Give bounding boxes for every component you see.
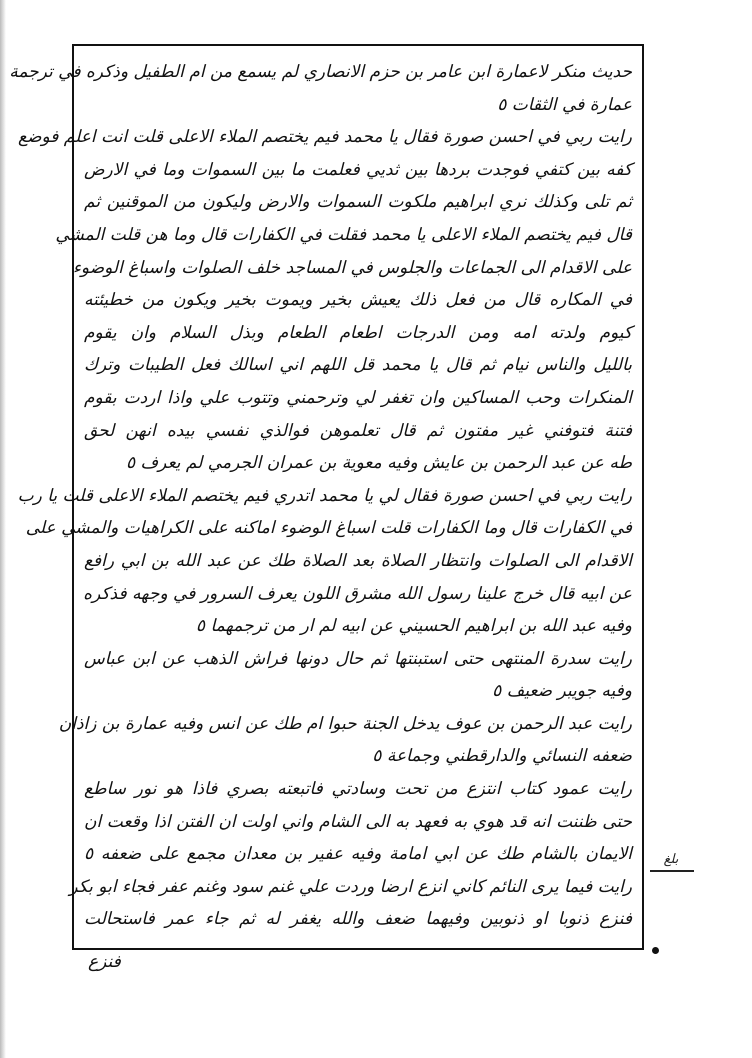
text-line-12: فتنة فتوفني غير مفتون ثم قال تعلموهن فوالذي نفسي بيده انهن لحق xyxy=(84,420,632,441)
ink-dot xyxy=(652,947,659,954)
text-line-4: كفه بين كتفي فوجدت بردها بين ثديي فعلمت ما بين السموات وما في الارض xyxy=(84,159,632,180)
page-edge-shadow xyxy=(0,0,6,1058)
text-line-20: وفيه جويبر ضعيف ٥ xyxy=(492,681,632,702)
text-line-9: كيوم ولدته امه ومن الدرجات اطعام الطعام وبذل السلام وان يقوم xyxy=(84,322,632,343)
manuscript-text-block xyxy=(9,56,632,936)
text-line-15: في الكفارات قال وما الكفارات قلت اسباغ الوضوء اماكنه على الكراهيات والمشي على xyxy=(25,518,632,539)
text-line-19: رايت سدرة المنتهى حتى استبنتها ثم حال دونها فراش الذهب عن ابن عباس xyxy=(84,648,632,669)
text-line-17: عن ابيه قال خرج علينا رسول الله مشرق اللون يعرف السرور في وجهه فذكره xyxy=(83,583,632,604)
text-line-27: فنزع ذنوبا او ذنوبين وفيهما ضعف والله يغفر له ثم جاء عمر فاستحالت xyxy=(84,909,632,930)
text-line-25: الايمان بالشام طك عن ابي امامة وفيه عفير بن معدان مجمع على ضعفه ٥ xyxy=(84,844,632,865)
text-line-23: رايت عمود كتاب انتزع من تحت وسادتي فاتبعته بصري فاذا هو نور ساطع xyxy=(84,779,632,800)
text-line-11: المنكرات وحب المساكين وان تغفر لي وترحمني وتتوب علي واذا اردت بقوم xyxy=(84,387,632,408)
text-line-22: ضعفه النسائي والدارقطني وجماعة ٥ xyxy=(372,746,632,767)
text-line-24: حتى ظننت انه قد هوي به فعهد به الى الشام واني اولت ان الفتن اذا وقعت ان xyxy=(84,811,632,832)
margin-note: بلغ xyxy=(663,852,679,867)
text-line-5: ثم تلى وكذلك نري ابراهيم ملكوت السموات والارض وليكون من الموقنين ثم xyxy=(84,192,632,213)
text-line-21: رايت عبد الرحمن بن عوف يدخل الجنة حبوا ام طك عن انس وفيه عمارة بن زاذان xyxy=(58,713,632,734)
text-line-8: في المكاره قال من فعل ذلك يعيش بخير ويموت بخير ويكون من خطيئته xyxy=(84,290,632,311)
text-line-16: الاقدام الى الصلوات وانتظار الصلاة بعد الصلاة طك عن عبد الله بن ابي رافع xyxy=(84,550,632,571)
margin-note-rule xyxy=(650,870,694,872)
text-line-10: بالليل والناس نيام ثم قال يا محمد قل اللهم اني اسالك فعل الطيبات وترك xyxy=(84,355,632,376)
text-line-26: رايت فيما يرى النائم كاني انزع ارضا وردت علي غنم سود وغنم عفر فجاء ابو بكر xyxy=(69,876,632,897)
text-line-7: على الاقدام الى الجماعات والجلوس في المساجد خلف الصلوات واسباغ الوضوء xyxy=(72,257,632,278)
text-line-6: قال فيم يختصم الملاء الاعلى يا محمد فقلت في الكفارات قال وما هن قلت المشي xyxy=(55,224,632,245)
text-line-2: عمارة في الثقات ٥ xyxy=(497,94,632,115)
text-line-3: رايت ربي في احسن صورة فقال يا محمد فيم يختصم الملاء الاعلى قلت انت اعلم فوضع xyxy=(18,127,632,148)
text-line-18: وفيه عبد الله بن ابراهيم الحسيني عن ابيه لم ار من ترجمهما ٥ xyxy=(195,616,632,637)
text-line-1: حديث منكر لاعمارة ابن عامر بن حزم الانصاري لم يسمع من ام الطفيل وذكره في ترجمة xyxy=(9,62,632,82)
catchword: فنزع xyxy=(88,952,121,972)
text-line-14: رايت ربي في احسن صورة فقال لي يا محمد اتدري فيم يختصم الملاء الاعلى قلت يا رب xyxy=(17,485,632,506)
text-line-13: طه عن عبد الرحمن بن عايش وفيه معوية بن عمران الجرمي لم يعرف ٥ xyxy=(126,453,632,474)
